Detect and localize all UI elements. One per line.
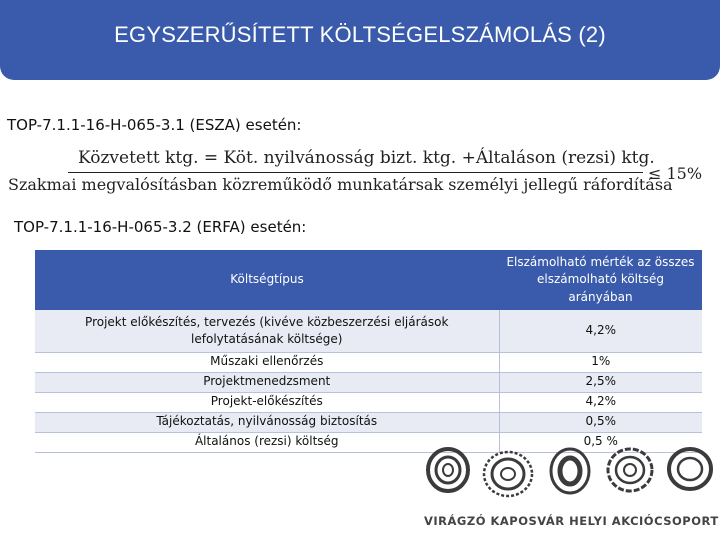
section-erfa-label: TOP-7.1.1-16-H-065-3.2 (ERFA) esetén:	[14, 218, 307, 236]
formula-numerator: Közvetett ktg. = Köt. nyilvánosság bizt. ktg. +Általáson (rezsi) ktg.	[78, 148, 655, 168]
header-cost-type: Költségtípus	[35, 250, 499, 310]
table-row	[35, 392, 702, 412]
cost-type-cell: Projekt-előkészítés	[35, 392, 499, 412]
fraction-bar	[68, 172, 643, 173]
rate-cell: 4,2%	[499, 310, 702, 352]
table-row	[35, 310, 702, 352]
rate-cell: 2,5%	[499, 372, 702, 392]
table-header-row	[35, 250, 702, 310]
organization-name: VIRÁGZÓ KAPOSVÁR HELYI AKCIÓCSOPORT	[424, 514, 719, 528]
table-row	[35, 412, 702, 432]
formula-comparison: ≤ 15%	[648, 164, 703, 183]
formula-denominator: Szakmai megvalósításban közreműködő munkatársak személyi jellegű ráfordítása	[8, 175, 673, 194]
rate-cell: 0,5%	[499, 412, 702, 432]
cost-type-cell: Projekt előkészítés, tervezés (kivéve közbeszerzési eljárások lefolytatásának költsége)	[35, 310, 499, 352]
slide-title: EGYSZERŰSÍTETT KÖLTSÉGELSZÁMOLÁS (2)	[114, 22, 606, 47]
cost-type-cell: Műszaki ellenőrzés	[35, 352, 499, 372]
cost-type-cell: Tájékoztatás, nyilvánosság biztosítás	[35, 412, 499, 432]
section-esza-label: TOP-7.1.1-16-H-065-3.1 (ESZA) esetén:	[7, 116, 302, 134]
header-rate: Elszámolható mérték az összes elszámolható költség arányában	[499, 250, 702, 310]
table-row	[35, 352, 702, 372]
flower-ring-logo-icon	[418, 444, 718, 504]
cost-type-cell: Általános (rezsi) költség	[35, 432, 499, 452]
cost-type-cell: Projektmenedzsment	[35, 372, 499, 392]
cost-formula	[8, 146, 718, 196]
rate-cell: 0,5 %	[499, 432, 702, 452]
slide-header	[0, 0, 720, 80]
rate-cell: 1%	[499, 352, 702, 372]
rate-cell: 4,2%	[499, 392, 702, 412]
cost-rate-table	[35, 250, 702, 453]
table-row	[35, 372, 702, 392]
